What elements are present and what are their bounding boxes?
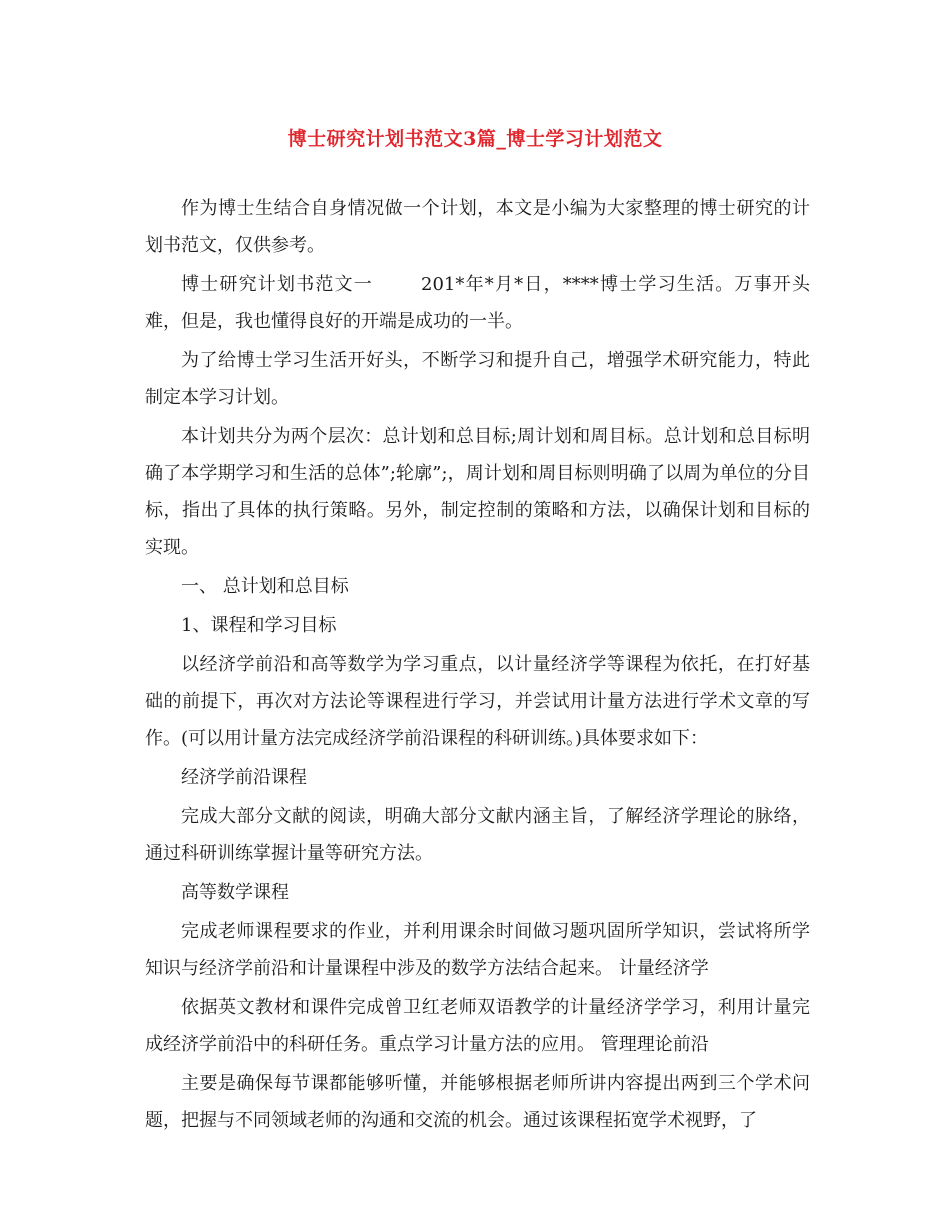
sample-opening-text: 201*年*月*日，****博士学习生活。万事开头难，但是，我也懂得良好的开端是成功的一半。: [145, 274, 810, 332]
paragraph-course-goals: 以经济学前沿和高等数学为学习重点，以计量经济学等课程为依托，在打好基础的前提下，再次对方法论等课程进行学习，并尝试用计量方法进行学术文章的写作。(可以用计量方法完成经济学前沿课程的科研训练。)具体要求如下：: [145, 654, 810, 749]
document-title: 博士研究计划书范文3篇_博士学习计划范文: [287, 128, 663, 150]
document-body: [145, 190, 810, 1141]
paragraph-plan-levels: 本计划共分为两个层次：总计划和总目标;周计划和周目标。总计划和总目标明确了本学期学习和生活的总体”;轮廓”;，周计划和周目标则明确了以周为单位的分目标，指出了具体的执行策略。另外，制定控制的策略和方法，以确保计划和目标的实现。: [145, 426, 810, 558]
course-heading-economics-frontier: 经济学前沿课程: [181, 767, 307, 788]
paragraph-intro: 作为博士生结合自身情况做一个计划，本文是小编为大家整理的博士研究的计划书范文，仅供参考。: [145, 198, 810, 256]
paragraph-econometrics: 依据英文教材和课件完成曾卫红老师双语教学的计量经济学学习，利用计量完成经济学前沿中的科研任务。重点学习计量方法的应用。 管理理论前沿: [145, 997, 810, 1055]
paragraph-management-frontier: 主要是确保每节课都能够听懂，并能够根据老师所讲内容提出两到三个学术问题，把握与不同领域老师的沟通和交流的机会。通过该课程拓宽学术视野，了: [145, 1073, 810, 1131]
sample-heading: 博士研究计划书范文一: [181, 274, 374, 295]
paragraph-purpose: 为了给博士学习生活开好头，不断学习和提升自己，增强学术研究能力，特此制定本学习计划。: [145, 350, 810, 408]
section-heading-overall-plan: 一、 总计划和总目标: [181, 576, 349, 597]
paragraph-economics-frontier: 完成大部分文献的阅读，明确大部分文献内涵主旨，了解经济学理论的脉络，通过科研训练掌握计量等研究方法。: [145, 806, 810, 864]
paragraph-advanced-math: 完成老师课程要求的作业，并利用课余时间做习题巩固所学知识，尝试将所学知识与经济学前沿和计量课程中涉及的数学方法结合起来。 计量经济学: [145, 921, 810, 979]
paragraph-sample-one: [145, 266, 810, 340]
course-heading-advanced-math: 高等数学课程: [181, 882, 289, 903]
subsection-heading-courses: 1、课程和学习目标: [181, 615, 337, 636]
